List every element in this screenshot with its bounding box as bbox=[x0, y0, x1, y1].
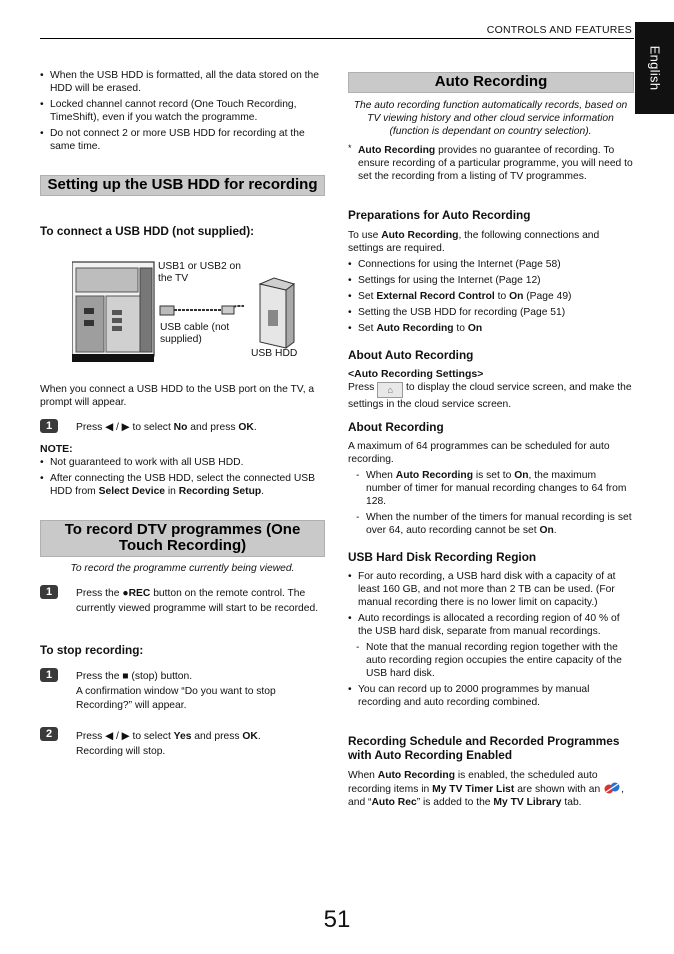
note-item: • After connecting the USB HDD, select the connected USB HDD from Select Device in Recording Setup. bbox=[40, 472, 325, 498]
usb-region-item: • You can record up to 2000 programmes by manual recording and auto recording combined. bbox=[348, 683, 633, 709]
about-auto-heading: About Auto Recording bbox=[348, 348, 474, 362]
schedule-text: When Auto Recording is enabled, the scheduled auto recording items in My TV Timer List are shown with an , and “Auto Rec” is added to the My TV Library tab. bbox=[348, 770, 624, 808]
record-subtitle: To record the programme currently being viewed. bbox=[70, 563, 295, 574]
header-rule bbox=[40, 38, 634, 39]
about-recording-text: A maximum of 64 programmes can be scheduled for auto recording. bbox=[348, 441, 610, 465]
home-icon: ⌂ bbox=[377, 382, 403, 398]
step-number: 2 bbox=[40, 727, 58, 741]
stop-heading: To stop recording: bbox=[40, 643, 144, 657]
connect-text: When you connect a USB HDD to the USB port on the TV, a prompt will appear. bbox=[40, 384, 315, 408]
usb-hdd-label: USB HDD bbox=[251, 348, 298, 359]
step-number: 1 bbox=[40, 668, 58, 682]
note-list bbox=[40, 456, 325, 501]
stop2-text: Press ◀ / ▶ to select Yes and press OK. Recording will stop. bbox=[76, 731, 261, 757]
usb-region-heading: USB Hard Disk Recording Region bbox=[348, 550, 537, 564]
step-number: 1 bbox=[40, 585, 58, 599]
about-recording-heading: About Recording bbox=[348, 420, 444, 434]
language-tab-label: English bbox=[647, 45, 662, 91]
step-number: 1 bbox=[40, 419, 58, 433]
auto-star-note: * Auto Recording provides no guarantee of recording. To ensure recording of a particular programme, you will need to set the recording from a listing of TV programmes. bbox=[348, 143, 633, 182]
usb-cable-label: USB cable (not supplied) bbox=[160, 322, 230, 345]
usb-region-subitem: - Note that the manual recording region together with the auto recording region occupies the entire capacity of the USB hard disk. bbox=[348, 641, 633, 680]
about-auto-text: Press ⌂ to display the cloud service screen, and make the settings in the cloud service screen. bbox=[348, 382, 632, 410]
prep-list bbox=[348, 258, 633, 338]
note-label: NOTE: bbox=[40, 443, 73, 455]
usb-region-list bbox=[348, 570, 633, 712]
prep-text: To use Auto Recording, the following connections and settings are required. bbox=[348, 230, 600, 254]
setup-heading: Setting up the USB HDD for recording bbox=[40, 175, 325, 196]
usb-region-item: • Auto recordings is allocated a recording region of 40 % of the USB hard disk, separate from manual recordings. bbox=[348, 612, 633, 638]
section-title: CONTROLS AND FEATURES bbox=[486, 24, 632, 36]
intro-bullet: • When the USB HDD is formatted, all the data stored on the HDD will be erased. bbox=[40, 69, 325, 95]
note-item: • Not guaranteed to work with all USB HDD. bbox=[40, 456, 325, 469]
step1-text: Press ◀ / ▶ to select No and press OK. bbox=[76, 422, 257, 433]
about-auto-subheading: <Auto Recording Settings> bbox=[348, 368, 484, 380]
connect-heading: To connect a USB HDD (not supplied): bbox=[40, 224, 255, 238]
stop1-text: Press the ■ (stop) button. A confirmation window “Do you want to stop Recording?” will appear. bbox=[76, 671, 276, 711]
prep-item: • Setting the USB HDD for recording (Page 51) bbox=[348, 306, 633, 319]
intro-bullets bbox=[40, 69, 325, 156]
rec-step-text: Press the ●REC button on the remote control. The currently viewed programme will start to be recorded. bbox=[76, 588, 319, 614]
auto-intro: The auto recording function automatically records, based on TV viewing history and other cloud service information (function is dependant on country selection). bbox=[353, 100, 628, 137]
auto-rec-icon bbox=[603, 782, 621, 794]
usb-region-item: • For auto recording, a USB hard disk with a capacity of at least 160 GB, and not more than 2 TB can be used. (For manual recording there is no lower limit on capacity.) bbox=[348, 570, 633, 609]
about-recording-item: - When Auto Recording is set to On, the maximum number of timer for manual recording changes to 64 from 128. bbox=[348, 469, 633, 508]
intro-bullet: • Locked channel cannot record (One Touch Recording, TimeShift), even if you watch the programme. bbox=[40, 98, 325, 124]
language-tab bbox=[635, 22, 674, 114]
prep-item: • Set External Record Control to On (Page 49) bbox=[348, 290, 633, 303]
about-recording-item: - When the number of the timers for manual recording is set over 64, auto recording cannot be set On. bbox=[348, 511, 633, 537]
usb-port-label: USB1 or USB2 on the TV bbox=[158, 261, 241, 284]
page-number: 51 bbox=[323, 906, 351, 933]
prep-item: • Settings for using the Internet (Page 12) bbox=[348, 274, 633, 287]
about-recording-list bbox=[348, 469, 633, 540]
auto-recording-heading: Auto Recording bbox=[348, 72, 634, 93]
prep-item: • Connections for using the Internet (Page 58) bbox=[348, 258, 633, 271]
schedule-heading: Recording Schedule and Recorded Programmes with Auto Recording Enabled bbox=[348, 734, 620, 762]
intro-bullet: • Do not connect 2 or more USB HDD for recording at the same time. bbox=[40, 127, 325, 153]
prep-heading: Preparations for Auto Recording bbox=[348, 208, 531, 222]
prep-item: • Set Auto Recording to On bbox=[348, 322, 633, 335]
record-heading: To record DTV programmes (One Touch Recording) bbox=[40, 520, 325, 557]
